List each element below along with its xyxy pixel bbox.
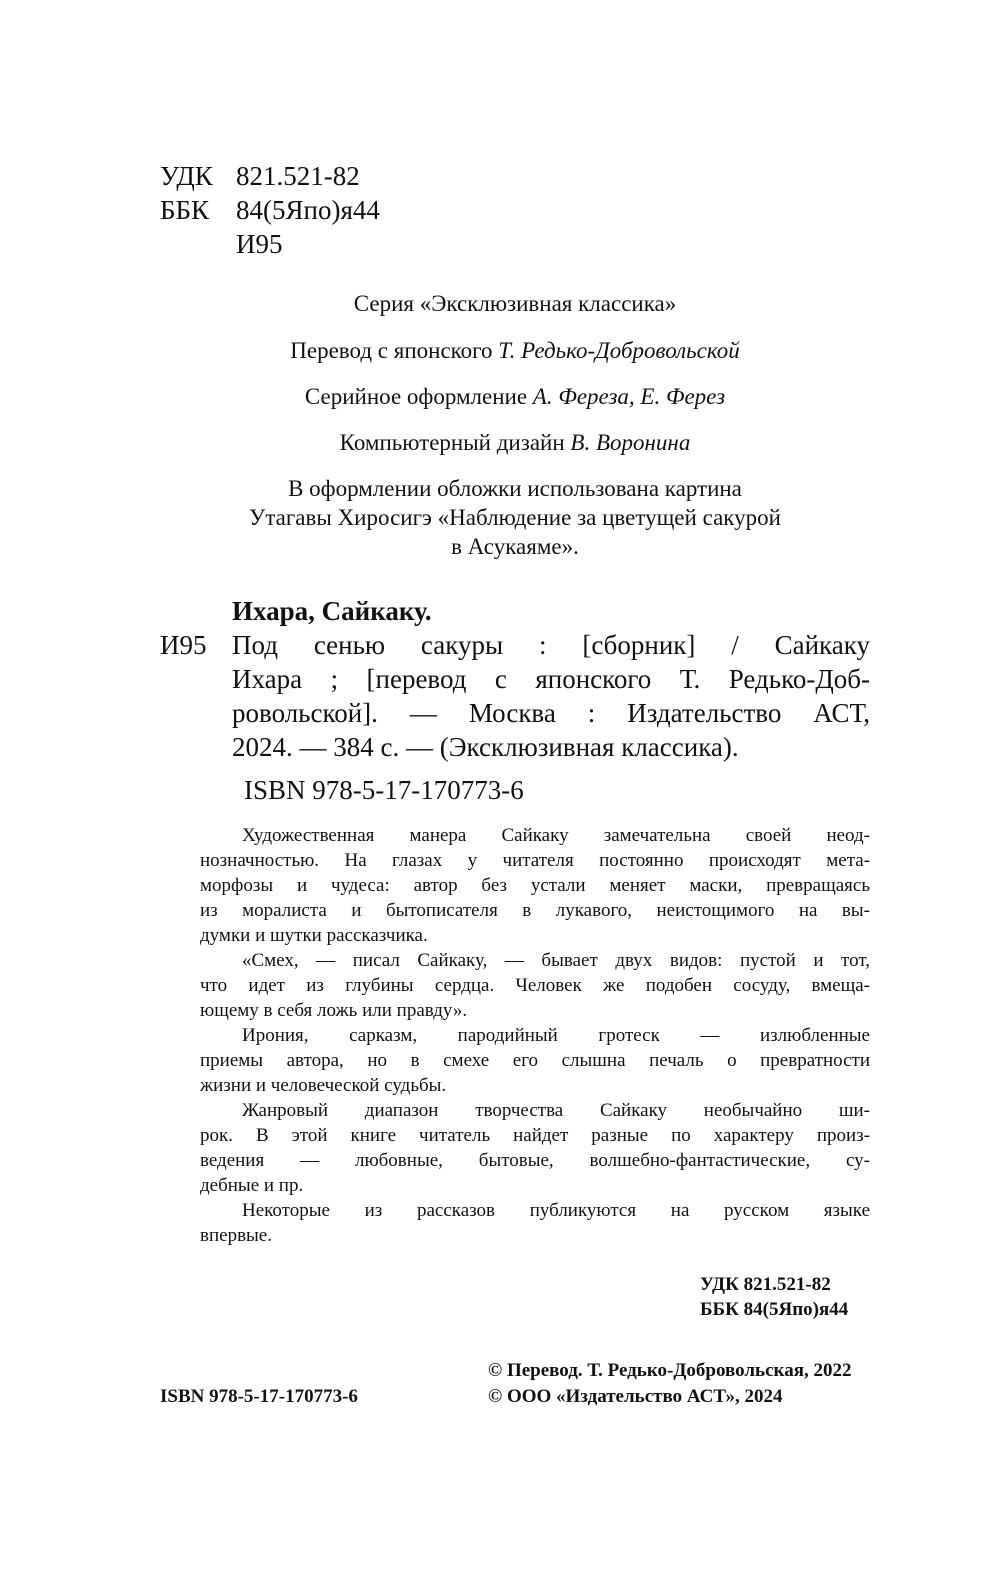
description-line: Ихара ; [перевод с японского Т. Редько-Доб-	[232, 664, 870, 694]
computer-design-line	[100, 428, 930, 457]
series-line: Серия «Эксклюзивная классика»	[353, 291, 677, 316]
annotation-line: думки и шутки рассказчика.	[200, 925, 428, 946]
author-heading: Ихара, Сайкаку.	[232, 596, 432, 626]
description-line: 2024. — 384 с. — (Эксклюзивная классика).	[232, 732, 739, 762]
annotation-paragraph	[200, 1198, 870, 1248]
author-sign: И95	[236, 229, 283, 259]
computer-design-prefix: Компьютерный дизайн	[339, 430, 565, 455]
annotation-paragraph	[200, 1023, 870, 1098]
cover-note-line: Утагавы Хиросигэ «Наблюдение за цветущей сакурой	[249, 505, 781, 530]
annotation-line: ведения — любовные, бытовые, волшебно-фантастические, су-	[200, 1150, 870, 1171]
bbk-value: 84(5Япо)я44	[236, 195, 380, 225]
translation-prefix: Перевод с японского	[290, 338, 493, 363]
annotation-line: Художественная манера Сайкаку замечательна своей неод-	[242, 825, 870, 846]
translation-line	[100, 336, 930, 365]
annotation-paragraph	[200, 948, 870, 1023]
cover-note	[100, 474, 930, 561]
annotation-line: Жанровый диапазон творчества Сайкаку необычайно ши-	[242, 1100, 870, 1121]
annotation-line: жизни и человеческой судьбы.	[200, 1075, 447, 1096]
copyright-translation: © Перевод. Т. Редько-Добровольская, 2022	[488, 1360, 852, 1381]
annotation-paragraph	[200, 823, 870, 948]
annotation	[200, 823, 870, 1248]
cover-note-line: В оформлении обложки использована картина	[288, 476, 742, 501]
translator-name: Т. Редько-Добровольской	[498, 338, 740, 363]
annotation-line: морфозы и чудеса: автор без устали меняет маски, превращаясь	[200, 875, 870, 896]
annotation-paragraph	[200, 1098, 870, 1198]
copyright-publisher: © ООО «Издательство АСТ», 2024	[488, 1386, 783, 1407]
record-sign: И95	[160, 630, 207, 660]
bbk-label: ББК	[160, 195, 210, 225]
footer-isbn: ISBN 978-5-17-170773-6	[160, 1386, 358, 1407]
annotation-line: что идет из глубины сердца. Человек же подобен сосуду, вмеща-	[200, 975, 870, 996]
annotation-line: «Смех, — писал Сайкаку, — бывает двух видов: пустой и тот,	[242, 950, 870, 971]
footer-udk: УДК 821.521-82	[700, 1274, 831, 1295]
annotation-line: приемы автора, но в смехе его слышна печаль о превратности	[200, 1050, 870, 1071]
annotation-line: дебные и пр.	[200, 1175, 304, 1196]
computer-designer-name: В. Воронина	[570, 430, 691, 455]
design-prefix: Серийное оформление	[304, 384, 528, 409]
description-line: ровольской]. — Москва : Издательство АСТ,	[232, 698, 870, 728]
annotation-line: рок. В этой книге читатель найдет разные по характеру произ-	[200, 1125, 870, 1146]
bibliographic-description	[232, 628, 870, 764]
designer-names: А. Фереза, Е. Ферез	[532, 384, 726, 409]
description-line: Под сенью сакуры : [сборник] / Сайкаку	[232, 630, 870, 660]
annotation-line: ющему в себя ложь или правду».	[200, 1000, 468, 1021]
annotation-line: из моралиста и бытописателя в лукавого, неистощимого на вы-	[200, 900, 870, 921]
isbn-line: ISBN 978-5-17-170773-6	[244, 775, 524, 805]
annotation-line: впервые.	[200, 1225, 272, 1246]
design-line	[100, 382, 930, 411]
annotation-line: нозначностью. На глазах у читателя постоянно происходят мета-	[200, 850, 870, 871]
udk-label: УДК	[160, 161, 213, 191]
udk-value: 821.521-82	[236, 161, 360, 191]
footer-bbk: ББК 84(5Япо)я44	[700, 1299, 849, 1320]
annotation-line: Ирония, сарказм, пародийный гротеск — излюбленные	[242, 1025, 870, 1046]
cover-note-line: в Асукаяме».	[451, 534, 579, 559]
annotation-line: Некоторые из рассказов публикуются на русском языке	[242, 1200, 870, 1221]
